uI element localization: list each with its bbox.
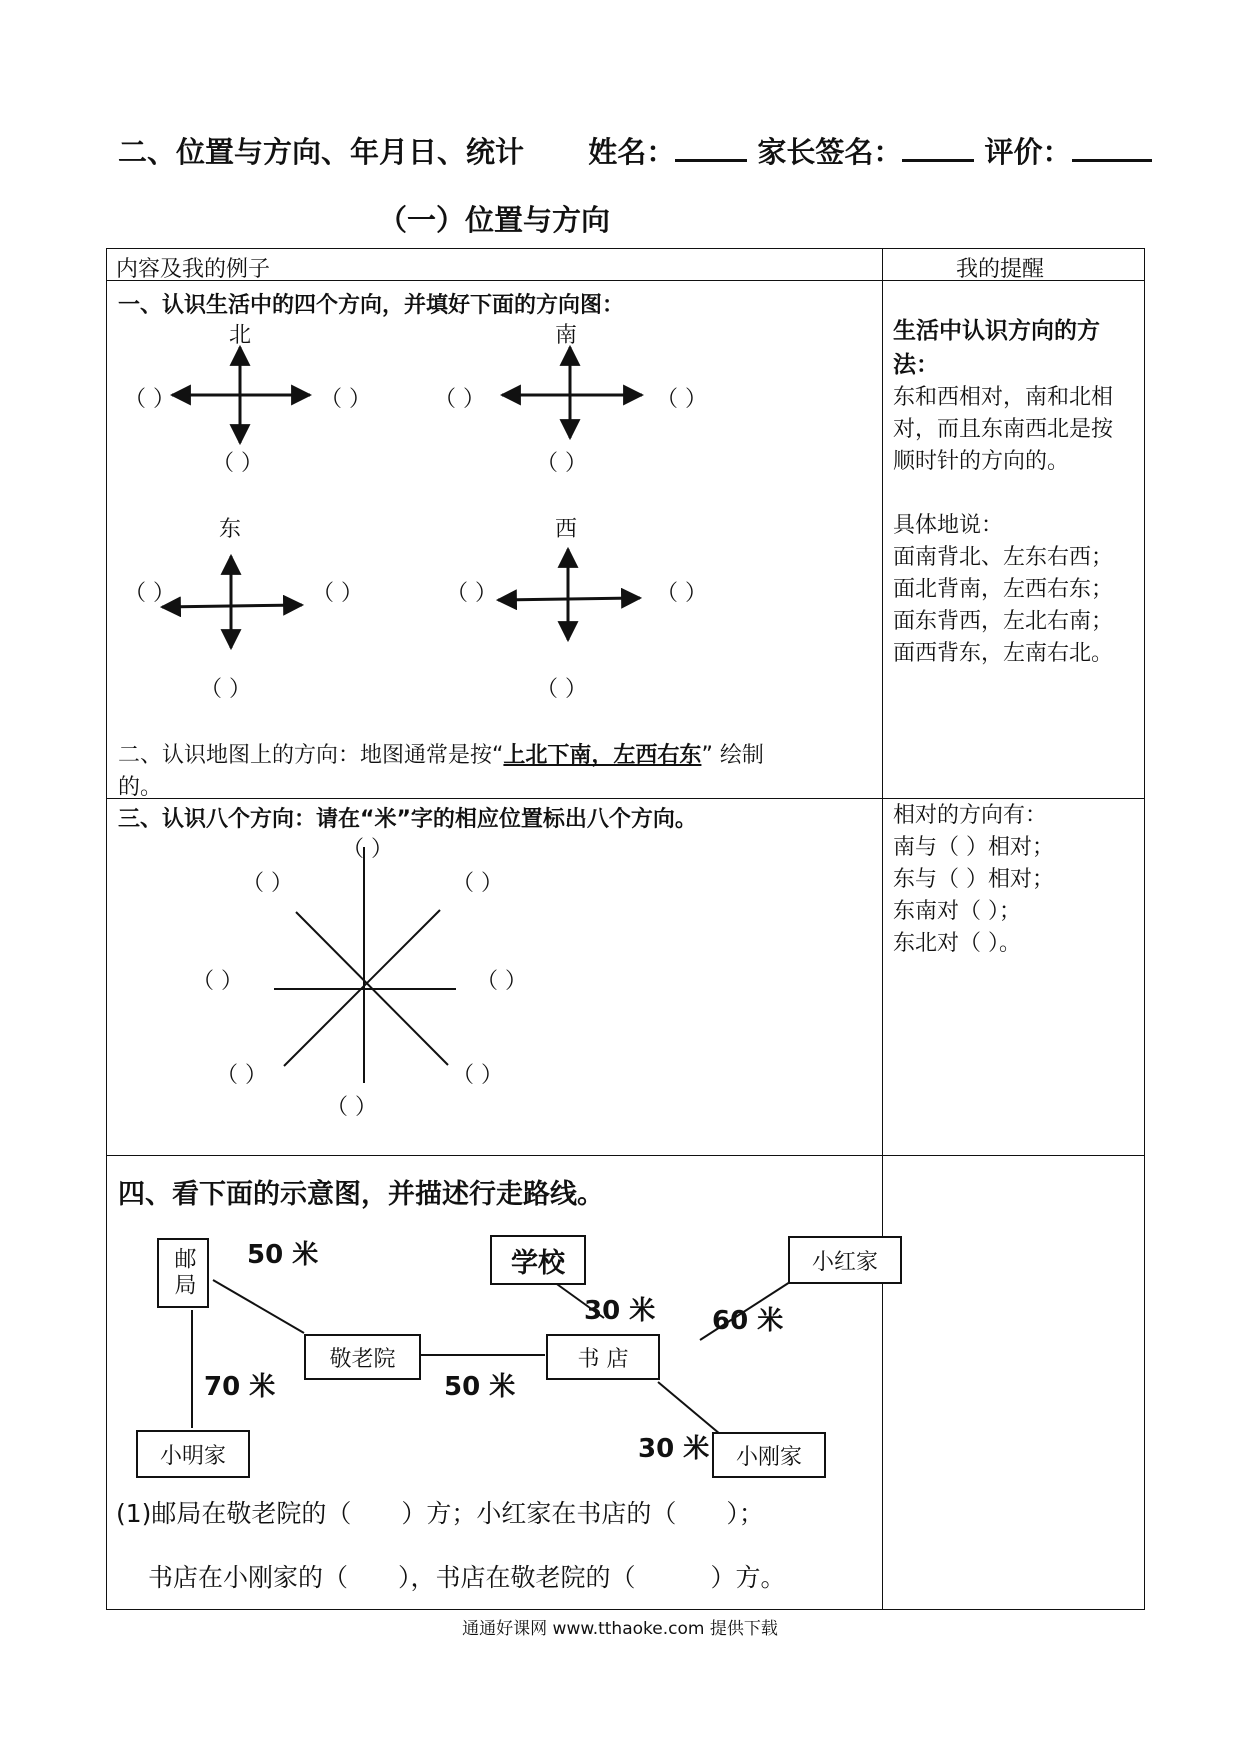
compass4-west-label: 西 [555, 517, 578, 542]
section2-suffix: 绘制 [719, 743, 764, 768]
section2-text-line2: 的。 [118, 775, 163, 800]
eight-dir-blank-top[interactable]: （ ） [342, 837, 393, 862]
tips-opposite-line: 南与（ ）相对； [893, 835, 1054, 860]
distance-bookstore-xiaohong: 60 米 [712, 1306, 784, 1336]
tips-opposite-line: 东与（ ）相对； [893, 867, 1054, 892]
section2-prefix: 二、认识地图上的方向：地图通常是按 [118, 743, 493, 768]
place-school [490, 1235, 586, 1285]
place-xiaohong-home [788, 1236, 902, 1284]
tips-rule: 面北背南，左西右东； [893, 577, 1114, 602]
compass-arrows-4 [498, 549, 640, 640]
parent-sign-label: 家长签名： [757, 135, 903, 169]
eight-dir-blank-top-right[interactable]: （ ） [452, 871, 503, 896]
compass2-left-blank[interactable]: （ ） [434, 387, 485, 412]
compass1-north-label: 北 [229, 323, 252, 348]
compass2-bottom-blank[interactable]: （ ） [536, 451, 587, 476]
footer-credit: 通通好课网 www.tthaoke.com 提供下载 [462, 1619, 778, 1639]
worksheet-title: 二、位置与方向、年月日、统计 [118, 135, 525, 169]
name-label: 姓名： [588, 135, 676, 169]
place-school-label: 学校 [511, 1247, 565, 1279]
distance-post-elderly: 50 米 [247, 1240, 319, 1270]
section2-emphasis: 上北下南，左西右东 [503, 743, 702, 768]
tips-method-heading: 生活中认识方向的方 [893, 318, 1100, 344]
place-xiaoming-home [136, 1430, 250, 1478]
distance-school-bookstore: 30 米 [584, 1296, 656, 1326]
place-post-office [157, 1238, 209, 1308]
place-elderly-home [304, 1334, 421, 1380]
compass4-bottom-blank[interactable]: （ ） [536, 677, 587, 702]
tips-rule: 面南背北、左东右西； [893, 545, 1114, 570]
place-xiaogang-home [712, 1432, 826, 1478]
section-subtitle: （一）位置与方向 [378, 203, 611, 237]
compass4-left-blank[interactable]: （ ） [446, 581, 497, 606]
tips-rule: 面西背东，左南右北。 [893, 641, 1114, 666]
distance-post-xiaoming: 70 米 [204, 1372, 276, 1402]
place-elderly-label: 敬老院 [329, 1346, 396, 1372]
compass1-left-blank[interactable]: （ ） [124, 387, 175, 412]
tips-opposite-line: 东北对（ ）。 [893, 931, 1021, 956]
compass1-bottom-blank[interactable]: （ ） [212, 451, 263, 476]
tips-method-line: 对，而且东南西北是按 [893, 417, 1114, 442]
compass-arrows-3 [162, 556, 302, 648]
compass3-left-blank[interactable]: （ ） [124, 581, 175, 606]
eight-dir-blank-right[interactable]: （ ） [476, 969, 527, 994]
compass3-right-blank[interactable]: （ ） [312, 581, 363, 606]
compass3-bottom-blank[interactable]: （ ） [200, 677, 251, 702]
section4-title: 四、看下面的示意图，并描述行走路线。 [118, 1179, 604, 1210]
section2-text [118, 738, 764, 769]
place-post-office-label: 邮局 [171, 1247, 196, 1299]
evaluation-label: 评价： [984, 135, 1072, 169]
place-xiaogang-label: 小刚家 [735, 1444, 802, 1470]
tips-opposite-heading: 相对的方向有： [893, 803, 1048, 828]
distance-elderly-bookstore: 50 米 [444, 1372, 516, 1402]
eight-dir-blank-bottom-right[interactable]: （ ） [452, 1063, 503, 1088]
compass3-east-label: 东 [219, 517, 242, 542]
compass-arrows-2 [502, 347, 642, 438]
eight-dir-blank-left[interactable]: （ ） [192, 969, 243, 994]
route-lines [192, 1280, 790, 1434]
tips-opposite [893, 800, 1138, 960]
tips-rule: 面东背西，左北右南； [893, 609, 1114, 634]
eight-direction-star [274, 847, 456, 1083]
section2-quote-close: ” [701, 743, 713, 768]
tips-method-heading-2: 法： [893, 352, 939, 378]
section1-title: 一、认识生活中的四个方向，并填好下面的方向图： [118, 293, 625, 318]
tips-specific-heading: 具体地说： [893, 513, 1004, 538]
question-1-line-2: 书店在小刚家的（ ），书店在敬老院的（ ）方。 [148, 1563, 786, 1592]
distance-bookstore-xiaogang: 30 米 [638, 1434, 710, 1464]
eight-dir-blank-bottom[interactable]: （ ） [326, 1095, 377, 1120]
compass2-south-label: 南 [555, 323, 578, 348]
compass1-right-blank[interactable]: （ ） [320, 387, 371, 412]
tips-opposite-line: 东南对（ ）； [893, 899, 1021, 924]
section3-title: 三、认识八个方向：请在“米”字的相应位置标出八个方向。 [118, 807, 697, 832]
column-header-content: 内容及我的例子 [116, 257, 271, 282]
compass-arrows-1 [172, 347, 310, 443]
tips-method-line: 东和西相对，南和北相 [893, 385, 1114, 410]
place-bookstore [546, 1334, 660, 1380]
tips-spacer [893, 478, 1138, 510]
eight-dir-blank-top-left[interactable]: （ ） [242, 871, 293, 896]
tips-method [893, 314, 1138, 670]
eight-dir-blank-bottom-left[interactable]: （ ） [216, 1063, 267, 1088]
section2-quote-open: “ [492, 743, 504, 768]
place-bookstore-label: 书 店 [577, 1346, 629, 1372]
place-xiaoming-label: 小明家 [159, 1443, 226, 1469]
question-1-line-1: (1)邮局在敬老院的（ ）方；小红家在书店的（ ）； [116, 1499, 764, 1528]
tips-method-line: 顺时针的方向的。 [893, 449, 1070, 474]
compass4-right-blank[interactable]: （ ） [656, 581, 707, 606]
place-xiaohong-label: 小红家 [811, 1249, 878, 1275]
compass2-right-blank[interactable]: （ ） [656, 387, 707, 412]
column-header-reminder: 我的提醒 [956, 257, 1045, 282]
